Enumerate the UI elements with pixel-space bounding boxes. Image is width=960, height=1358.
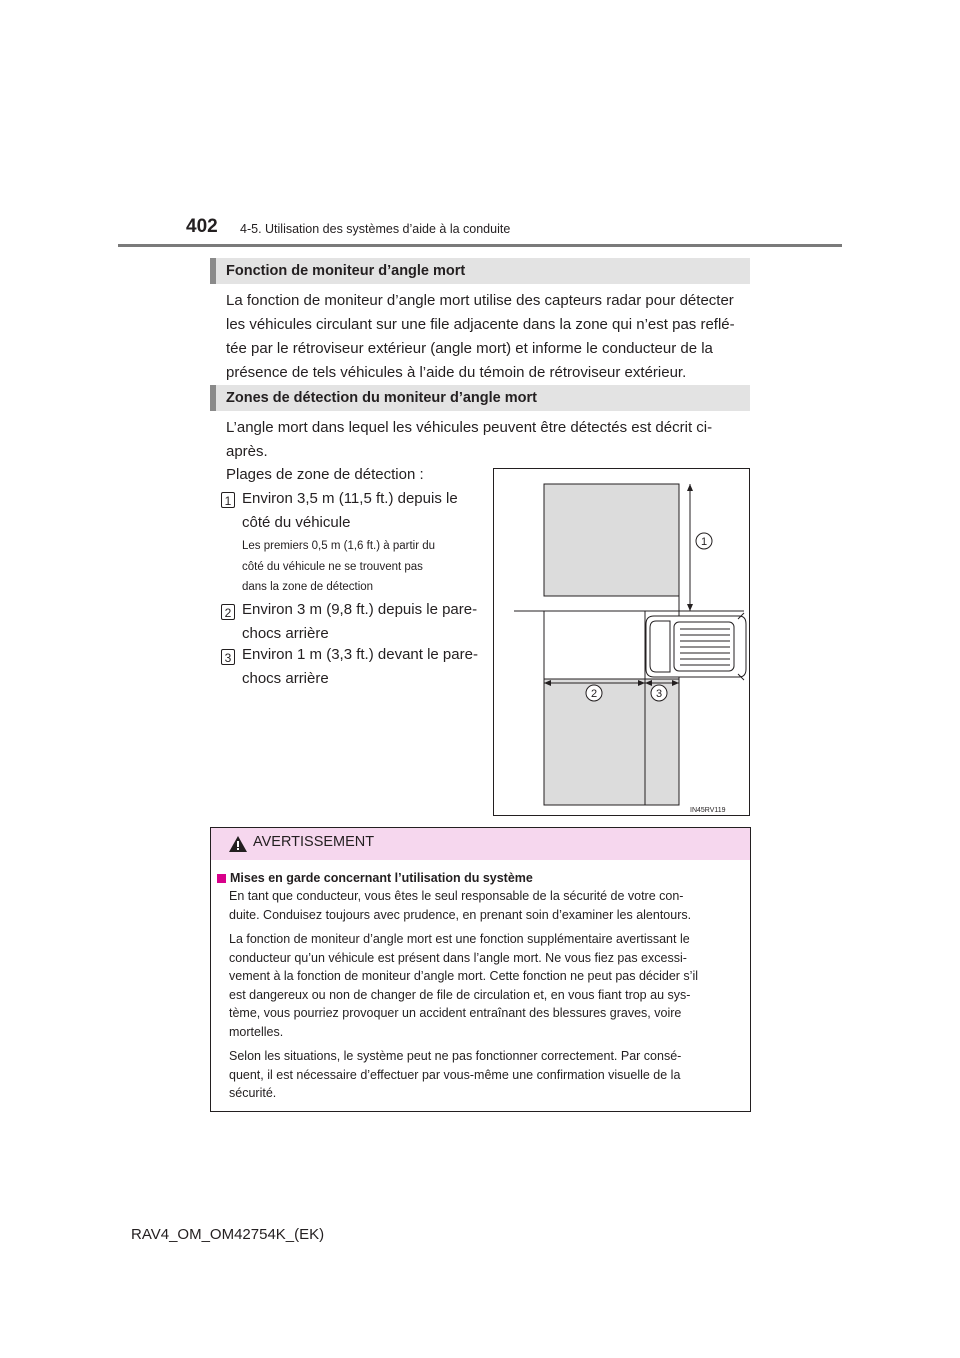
item-line: Environ 1 m (3,3 ft.) devant le pare-: [242, 646, 478, 663]
warning-paragraph: [229, 887, 741, 924]
callout-1-icon: [696, 533, 712, 549]
section-header: 4-5. Utilisation des systèmes d’aide à la conduite: [240, 222, 511, 236]
warning-line: La fonction de moniteur d’angle mort est une fonction supplémentaire avertissant le: [229, 932, 690, 946]
item-line: Environ 3 m (9,8 ft.) depuis le pare-: [242, 601, 478, 618]
note-line: dans la zone de détection: [242, 581, 374, 593]
note-line: côté du véhicule ne se trouvent pas: [242, 560, 423, 573]
warning-content: [217, 871, 741, 1103]
item-2-text: [242, 598, 480, 646]
warning-line: vement à la fonction de moniteur d’angle mort. Cette fonction ne peut pas décider s’il: [229, 969, 699, 983]
item-number-badge: 3: [221, 649, 235, 665]
item-1-note: [242, 536, 480, 598]
ranges-label: Plages de zone de détection :: [226, 466, 424, 483]
header-rule: [118, 244, 842, 247]
section-heading-fonction: Fonction de moniteur d’angle mort: [210, 258, 750, 284]
paragraph-line: L’angle mort dans lequel les véhicules peuvent être détectés est décrit ci-: [226, 419, 713, 436]
footer-model-code: RAV4_OM_OM42754K_(EK): [131, 1226, 325, 1243]
warning-triangle-icon: [228, 835, 248, 853]
warning-line: tème, vous pourriez provoquer un accident entraînant des blessures graves, voire: [229, 1006, 682, 1020]
warning-paragraph: [229, 930, 741, 1041]
paragraph-line: après.: [226, 443, 268, 460]
section2-intro: [226, 416, 744, 464]
warning-line: En tant que conducteur, vous êtes le seul responsable de la sécurité de votre con-: [229, 889, 684, 903]
item-1-text: [242, 487, 480, 535]
warning-box: [210, 827, 751, 1112]
callout-2-icon: [586, 685, 602, 701]
svg-text:2: 2: [590, 688, 598, 700]
warning-line: conducteur qu’un véhicule est présent dans l’angle mort. Ne vous fiez pas excessi-: [229, 950, 687, 965]
item-3-text: [242, 643, 480, 691]
warning-line: est dangereux ou non de changer de file de circulation et, en vous fiant trop au sys-: [229, 987, 691, 1002]
warning-line: quent, il est nécessaire d’effectuer par vous-même une confirmation visuelle de la: [229, 1067, 681, 1082]
detection-zone-figure: [493, 468, 750, 816]
item-line: chocs arrière: [242, 625, 329, 642]
item-number-badge: 1: [221, 492, 235, 508]
vehicle-top-view-icon: [646, 613, 746, 680]
warning-title: AVERTISSEMENT: [253, 834, 375, 850]
paragraph-line: La fonction de moniteur d’angle mort utilise des capteurs radar pour détecter: [226, 292, 734, 309]
side-detection-zone: [544, 484, 679, 596]
item-line: côté du véhicule: [242, 514, 351, 531]
paragraph-line: présence de tels véhicules à l’aide du témoin de rétroviseur extérieur.: [226, 364, 687, 381]
section-heading-zones: Zones de détection du moniteur d’angle mort: [210, 385, 750, 411]
warning-line: sécurité.: [229, 1086, 277, 1100]
page-number: 402: [186, 216, 218, 237]
warning-line: Selon les situations, le système peut ne pas fonctionner correctement. Par consé-: [229, 1049, 682, 1063]
item-line: chocs arrière: [242, 670, 329, 687]
warning-paragraph: [229, 1047, 741, 1103]
item-line: Environ 3,5 m (11,5 ft.) depuis le: [242, 490, 458, 507]
warning-bullet-title: Mises en garde concernant l’utilisation du système: [230, 871, 533, 885]
paragraph-line: les véhicules circulant sur une file adjacente dans la zone qui n’est pas reflé-: [226, 316, 735, 333]
warning-bullet-heading: [217, 871, 741, 885]
figure-code: IN45RV119: [690, 807, 726, 814]
svg-text:1: 1: [700, 536, 708, 548]
svg-text:3: 3: [655, 688, 663, 700]
note-line: Les premiers 0,5 m (1,6 ft.) à partir du: [242, 540, 436, 552]
warning-line: mortelles.: [229, 1024, 284, 1039]
callout-3-icon: [651, 685, 667, 701]
square-bullet-icon: [217, 874, 226, 883]
paragraph-line: tée par le rétroviseur extérieur (angle mort) et informe le conducteur de la: [226, 340, 713, 357]
warning-line: duite. Conduisez toujours avec prudence, en prenant soin d’examiner les alentours.: [229, 907, 692, 922]
item-number-badge: 2: [221, 604, 235, 620]
section1-paragraph: [226, 289, 744, 385]
